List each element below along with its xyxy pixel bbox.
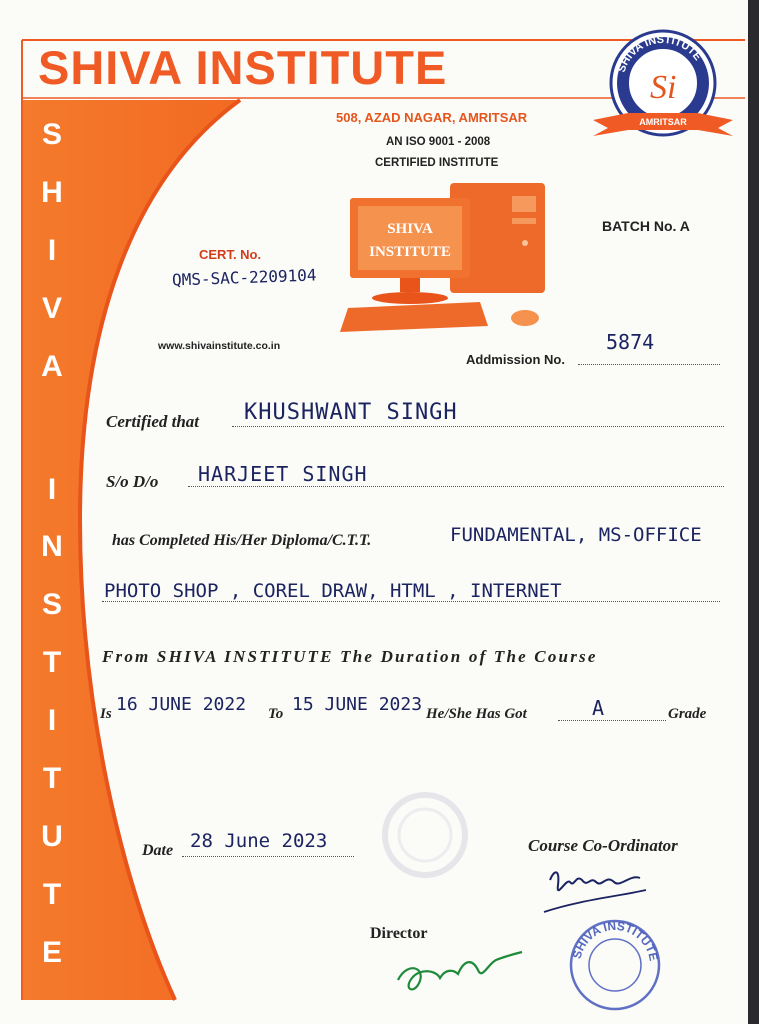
issue-date: 28 June 2023 [190, 830, 328, 852]
logo-monogram: Si [650, 69, 677, 106]
monitor-line1: SHIVA [387, 221, 433, 237]
date-dotted-line [182, 855, 354, 857]
course-line2: PHOTO SHOP , COREL DRAW, HTML , INTERNET [104, 580, 562, 602]
admission-label: Addmission No. [466, 352, 565, 367]
got-label: He/She Has Got [426, 706, 527, 722]
sidebar-letter: V [41, 292, 62, 325]
institute-stamp [560, 910, 670, 1020]
logo-ribbon-text: AMRITSAR [639, 117, 687, 127]
course-line1: FUNDAMENTAL, MS-OFFICE [450, 524, 702, 546]
stamp-text: SHIVA INSTITUTE [569, 918, 661, 963]
iso-line: AN ISO 9001 - 2008 [386, 136, 491, 148]
is-label: Is [100, 706, 112, 722]
completed-label: has Completed His/Her Diploma/C.T.T. [112, 532, 372, 549]
name-dotted-line [232, 425, 724, 427]
monitor-line2: INSTITUTE [369, 244, 451, 260]
sidebar-letter: A [41, 350, 63, 383]
director-label: Director [370, 925, 428, 942]
institute-title: SHIVA INSTITUTE [38, 41, 448, 94]
sidebar-letter: S [41, 588, 62, 621]
director-signature [388, 930, 528, 1000]
sidebar-letter: U [41, 820, 63, 853]
website: www.shivainstitute.co.in [158, 340, 281, 352]
cert-number-label: CERT. No. [199, 247, 262, 262]
grade-label: Grade [668, 706, 707, 722]
computer-illustration [340, 178, 560, 338]
sidebar-letter: H [41, 176, 63, 209]
end-date: 15 JUNE 2023 [292, 694, 423, 715]
batch-number: BATCH No. A [602, 218, 690, 234]
start-date: 16 JUNE 2022 [116, 694, 247, 715]
so-do-label: S/o D/o [106, 472, 159, 491]
certified-that-label: Certified that [106, 412, 200, 431]
sidebar-letter: I [47, 234, 57, 267]
student-name: KHUSHWANT SINGH [244, 400, 458, 425]
coordinator-label: Course Co-Ordinator [528, 836, 678, 855]
date-label: Date [142, 842, 174, 859]
grade-value: A [592, 696, 606, 720]
sidebar-letter: S [41, 118, 62, 151]
embossed-seal [380, 790, 470, 880]
parent-name: HARJEET SINGH [198, 462, 368, 486]
institute-logo [588, 28, 738, 148]
sidebar-letter: T [42, 878, 62, 911]
svg-text:SHIVA INSTITUTE [570, 919, 661, 962]
grade-dotted-line [558, 719, 666, 721]
cert-number-value: QMS-SAC-2209104 [171, 265, 317, 290]
sidebar-letter: T [42, 762, 62, 795]
admission-number: 5874 [606, 330, 655, 354]
sidebar-letter: N [41, 530, 63, 563]
sidebar-letter: T [42, 646, 62, 679]
institute-address: 508, AZAD NAGAR, AMRITSAR [336, 110, 528, 125]
to-label: To [268, 706, 284, 722]
sidebar-letter: I [47, 704, 57, 737]
certified-institute-line: CERTIFIED INSTITUTE [375, 157, 499, 169]
sidebar-letter: E [41, 936, 62, 969]
from-line: From SHIVA INSTITUTE The Duration of The Course [102, 647, 598, 666]
sidebar-letter: I [47, 473, 57, 506]
logo-ring-text: SHIVA INSTITUTE [615, 33, 704, 75]
